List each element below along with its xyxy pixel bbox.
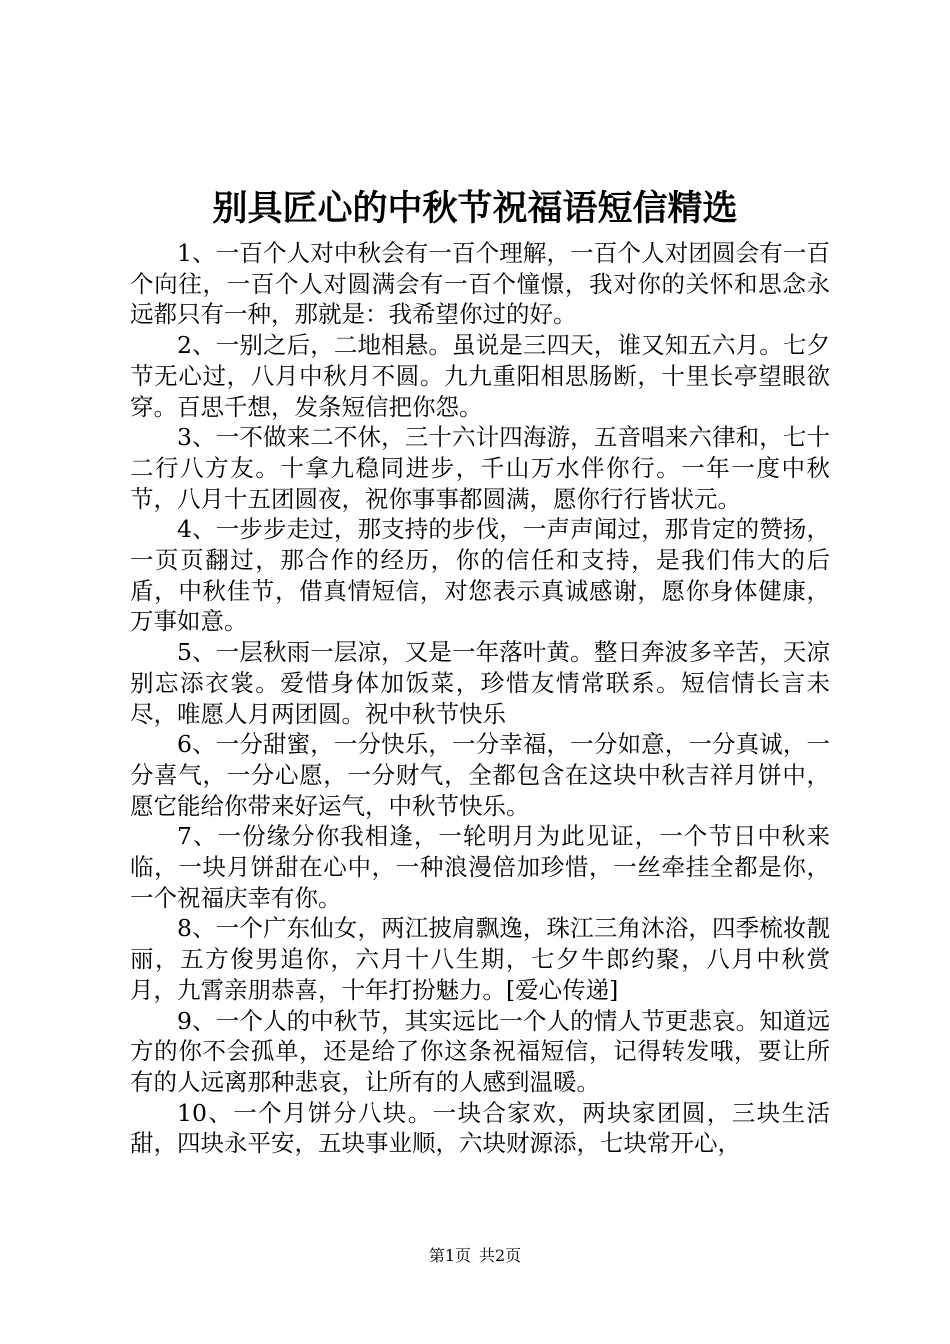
paragraph-3: 3、一不做来二不休，三十六计四海游，五音唱来六律和，七十二行八方友。十拿九稳同进步，千山万水伴你行。一年一度中秋节，八月十五团圆夜，祝你事事都圆满，愿你行行皆状元。 [130, 423, 830, 513]
page-total: 共2页 [479, 1246, 522, 1265]
paragraph-7: 7、一份缘分你我相逢，一轮明月为此见证，一个节日中秋来临，一块月饼甜在心中，一种浪漫倍加珍惜，一丝牵挂全都是你，一个祝福庆幸有你。 [130, 822, 830, 912]
paragraph-9: 9、一个人的中秋节，其实远比一个人的情人节更悲哀。知道远方的你不会孤单，还是给了你这条祝福短信，记得转发哦，要让所有的人远离那种悲哀，让所有的人感到温暖。 [130, 1006, 830, 1096]
paragraph-10: 10、一个月饼分八块。一块合家欢，两块家团圆，三块生活甜，四块永平安，五块事业顺，六块财源添，七块常开心， [130, 1098, 830, 1158]
paragraph-6: 6、一分甜蜜，一分快乐，一分幸福，一分如意，一分真诚，一分喜气，一分心愿，一分财气，全都包含在这块中秋吉祥月饼中，愿它能给你带来好运气，中秋节快乐。 [130, 730, 830, 820]
page-number: 第1页 [428, 1246, 471, 1265]
paragraph-2: 2、一别之后，二地相悬。虽说是三四天，谁又知五六月。七夕节无心过，八月中秋月不圆。九九重阳相思肠断，十里长亭望眼欲穿。百思千想，发条短信把你怨。 [130, 331, 830, 421]
page-footer [0, 1246, 950, 1266]
document-body [130, 238, 830, 1159]
document-title: 别具匠心的中秋节祝福语短信精选 [212, 188, 738, 229]
paragraph-1: 1、一百个人对中秋会有一百个理解，一百个人对团圆会有一百个向往，一百个人对圆满会有一百个憧憬，我对你的关怀和思念永远都只有一种，那就是：我希望你过的好。 [130, 239, 830, 329]
paragraph-4: 4、一步步走过，那支持的步伐，一声声闻过，那肯定的赞扬，一页页翻过，那合作的经历，你的信任和支持，是我们伟大的后盾，中秋佳节，借真情短信，对您表示真诚感谢，愿你身体健康，万事如意。 [130, 515, 830, 636]
paragraph-5: 5、一层秋雨一层凉，又是一年落叶黄。整日奔波多辛苦，天凉别忘添衣裳。爱惜身体加饭菜，珍惜友情常联系。短信情长言未尽，唯愿人月两团圆。祝中秋节快乐 [130, 638, 830, 728]
paragraph-8: 8、一个广东仙女，两江披肩飘逸，珠江三角沐浴，四季梳妆靓丽，五方俊男追你，六月十八生期，七夕牛郎约聚，八月中秋赏月，九霄亲朋恭喜，十年打扮魅力。[爱心传递] [130, 914, 830, 1004]
